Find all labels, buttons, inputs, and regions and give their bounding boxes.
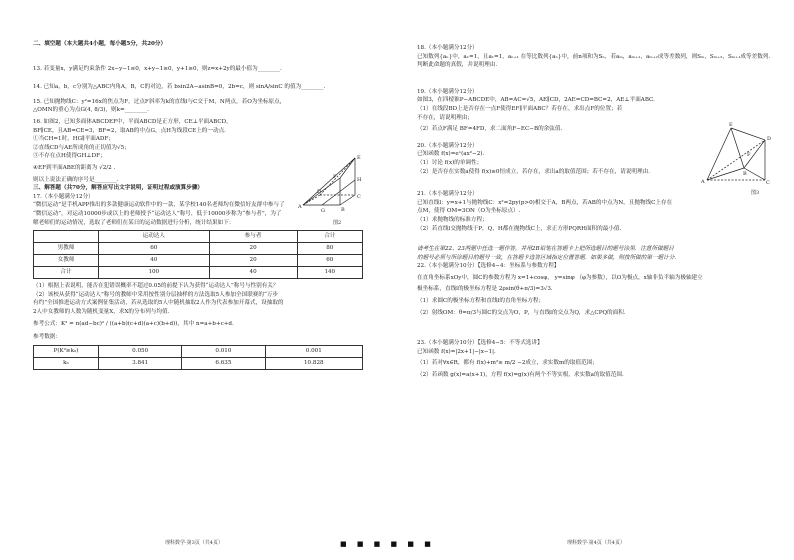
question-13: 13. 若变量x，y满足约束条件 2x−y−1≤0, x+y−1≥0, y+1≥0, 则z=x+2y的最小值为________. [33,65,282,72]
question-23-part1: （1）若对∀x∈R，都有 f(x)+m²≥ m/2 −2成立，求实数m的取值范围； [417,360,598,367]
table-row [34,267,363,279]
table-header-cell [34,231,99,243]
table-cell: 20 [209,255,297,267]
answer-section-heading: 三、解答题（共70分，解答应写出文字说明，证明过程或演算步骤） [33,185,204,192]
question-20-line1: 已知函数 f(x)=eˣ(ax²−2). [417,151,485,158]
right-column [417,44,777,380]
svg-text:C: C [357,194,361,200]
question-16-statement3: ③不存在点H使得GH⊥DF； [33,153,106,160]
svg-text:E: E [357,155,361,161]
table-cell: 0.001 [265,345,362,357]
question-16-line2: BF∥CE，且AB=CE=3，BF=2，取AB的中点G，点H为线段CE上的一动点. [33,127,226,134]
question-17-part1: （1）根据上表说明，能否在犯错误概率不超过0.05的前提下认为获得“运动达人”称号与性别有关？ [33,283,279,290]
question-20-part1: （1）讨论 f(x)的单调性； [417,159,483,166]
figure-3-caption: 图3 [751,190,760,196]
question-19-part1: （1）在线段BD上是否存在一点F使得EF∥平面ABC？若存在，求出点F的位置；若 [417,105,623,112]
table-cell: 10.828 [265,357,362,369]
svg-text:C: C [766,180,770,186]
right-page [397,0,794,560]
question-16-statement2: ②直线CD与AE所成角的正切值为√5； [33,144,130,151]
svg-text:A: A [701,179,705,185]
reference-data-label: 参考数据： [33,334,61,341]
question-22-part2: （2）射线OM：θ=π/3与圆C的交点为O，P，与直线l的交点为Q，求△CPQ的面积. [417,309,626,316]
table-row [34,243,363,255]
svg-text:E: E [729,122,733,128]
question-17-para2: “微信运动”，对运动10000步或以上的老师授予“运动达人”称号，低于10000步称为“参与者”，为了 [33,210,282,217]
question-15-line1: 15. 已知抛物线C：y²=16x的焦点为F，过点F斜率为k的直线l与C交于M，N两点，若O为坐标原点， [33,98,286,105]
question-22-part1: （1）求圆C的极坐标方程和直线l的直角坐标方程； [417,298,545,305]
reference-table [33,345,363,370]
question-14: 14. 已知a，b，c分别为△ABC内角A，B，C的对边，若 bsin2A−asinB=0，2b=c，则 sinA/sinC 的值为________. [33,84,326,91]
question-23-heading: 23.（本小题满分10分）【选修4−5：不等式选讲】 [417,340,543,347]
table-header-row [34,231,363,243]
table-row [34,345,363,357]
question-17-part2-line1: （2）该校从获得“运动达人”称号的教师中采用按性别分层抽样的方法选取5人参加全国联赛的“万步 [33,291,279,298]
svg-text:D: D [767,136,772,142]
center-registration-marks: ■ ■ ■ ■ ■ ■ [340,540,435,548]
question-17-para1: “微信运动”是手机APP推出的多款健康运动软件中的一款，某学校140名老师均在微信好友群中参与了 [33,202,285,209]
question-23-line1: 已知函数 f(x)=|2x+1|−|x−1|. [417,348,496,355]
question-17-part2-line2: 有约”全国推进运动方式案例征集活动，若从选取的5人中随机抽取2人作为代表参加开幕式，设抽取的 [33,300,284,307]
question-21-line1: 已知直线l：y=x+1与抛物线C：x²=2py(p>0)相交于A，B两点，若AB的中点为N，且抛物线C上存在 [417,199,673,206]
svg-text:F: F [747,152,751,158]
svg-text:A: A [298,204,302,210]
table-cell: k₀ [34,357,99,369]
question-20-part2: （2）是否存在实数a使得 f(x)≥0恒成立，若存在，求出a的取值范围；若不存在，请说明理由. [417,168,650,175]
table-cell: 男教师 [34,243,99,255]
svg-text:B: B [341,207,345,213]
table-cell: 女教师 [34,255,99,267]
question-22-line1: 在直角坐标系xOy中，圆C的参数方程为 x=1+cosφ， y=sinφ （φ为参数），以O为极点，x轴非负半轴为极轴建立 [417,274,703,281]
question-21-part2: （2）若直线l交抛物线于P，Q，H都在抛物线C上，求正方形PQRH面积的最小值. [417,225,622,232]
question-16-statement1: ①当CH=1时，HG∥平面ADF； [33,136,114,143]
question-16-answer-line: 则以上说法正确的序号是________. [33,176,119,183]
question-17-para3: 解老师们的运动情况，选取了老师们在某日的运动数据进行分析，统计结果如下： [33,219,235,226]
table-cell: 0.010 [182,345,265,357]
svg-text:B: B [743,171,747,177]
figure-3-diagram [699,118,779,198]
table-cell: 0.050 [99,345,182,357]
question-15-line2: △OMN的重心为点G(4, 8/3)，则k=________. [33,107,149,114]
question-22-heading: 22.（本小题满分10分）【选修4−4：坐标系与参数方程】 [417,263,560,270]
question-16-statement4: ④EF到平面ABE的距离为 √2/2 . [33,164,116,171]
question-21-heading: 21.（本小题满分12分） [417,191,478,198]
table-cell: 20 [209,243,297,255]
question-22-line2: 极坐标系，直线l的极坐标方程是 2ρsin(θ+π/3)=3√3. [417,286,553,293]
question-17-heading: 17.（本小题满分12分） [33,193,94,200]
svg-text:G: G [321,208,325,214]
question-19-part1-cont: 不存在，请说明理由； [417,114,473,121]
question-18-heading: 18.（本小题满分12分） [417,45,478,51]
question-19-heading: 19.（本小题满分12分） [417,88,478,95]
svg-text:F: F [333,174,337,180]
table-cell: 80 [297,243,362,255]
choice-note-line1: 请考生在第22、23两题中任选一题作答，并用2B铅笔在答题卡上把所选题目的题号涂黑．注意所做题目 [417,246,674,253]
table-header-cell: 参与者 [209,231,297,243]
table-cell: 合计 [34,267,99,279]
question-19-line1: 如图3，在四棱锥P−ABCDE中，AB=AC=√5，AE∥CD，2AE=CD=BC=2，AE⊥平面ABC. [417,97,655,104]
question-23-part2: （2）若函数 g(x)=a(x+1)，方程 f(x)=g(x)有两个不等实根，求实数a的取值范围. [417,372,624,379]
table-row [34,255,363,267]
question-21-part1: （1）求抛物线的标准方程； [417,216,488,223]
question-16-line1: 16. 如图2，已知多面体ABCDEF中，平面ABCD是正方形，CE⊥平面ABCD， [33,118,232,125]
question-19-part2: （2）若点F满足 BF=4FD，求二面角F−EC−B的余弦值. [417,126,563,133]
question-21-line2: 点M，使得 OM=3ON（O为坐标原点）. [417,208,521,215]
choice-note-line2: 的题号必须与所涂题目的题号一致，在答题卡选答区域指定位置答题．如果多做，则按所做的第一题计分. [417,254,677,261]
table-header-cell: 合计 [297,231,362,243]
stats-table [33,230,363,279]
figure-2-diagram [295,150,375,230]
question-20-heading: 20.（本小题满分12分） [417,142,478,149]
question-18-line2: 判断此命题的真假，并说明理由. [417,62,498,69]
svg-text:H: H [357,177,362,183]
table-cell: 60 [99,243,210,255]
table-cell: 60 [297,255,362,267]
question-17-part2-line3: 2人中女教师的人数为随机变量X，求X的分布列与均值. [33,308,170,315]
table-cell: 40 [99,255,210,267]
fill-section-heading: 二、填空题（本大题共4小题，每小题5分，共20分） [33,41,167,47]
figure-2-caption: 图2 [333,220,342,226]
table-header-cell: 运动达人 [99,231,210,243]
table-row [34,357,363,369]
left-footer: 理科数学·第3页（共4页） [165,540,223,546]
table-cell: 6.635 [182,357,265,369]
reference-formula: 参考公式：K² = n(ad−bc)² / ((a+b)(c+d)(a+c)(b+d))，其中 n=a+b+c+d. [33,321,234,328]
right-footer: 理科数学·第4页（共4页） [567,540,625,546]
table-cell: 140 [297,267,362,279]
table-cell: 3.841 [99,357,182,369]
svg-text:D: D [317,189,322,195]
table-cell: P(K²≥k₀) [34,345,99,357]
table-cell: 100 [99,267,210,279]
question-18-line1: 已知数列{aₙ}中，a₁=1，且a₁=1，aₙ₊₁ 在等比数列{aₙ}中，前n项和为Sₙ，若aₘ，aₘ₊₁，aₘ₊₂成等差数列，则Sₘ，Sₘ₊₂，Sₘ₊₁成等差数列. [417,53,771,60]
table-cell: 40 [209,267,297,279]
